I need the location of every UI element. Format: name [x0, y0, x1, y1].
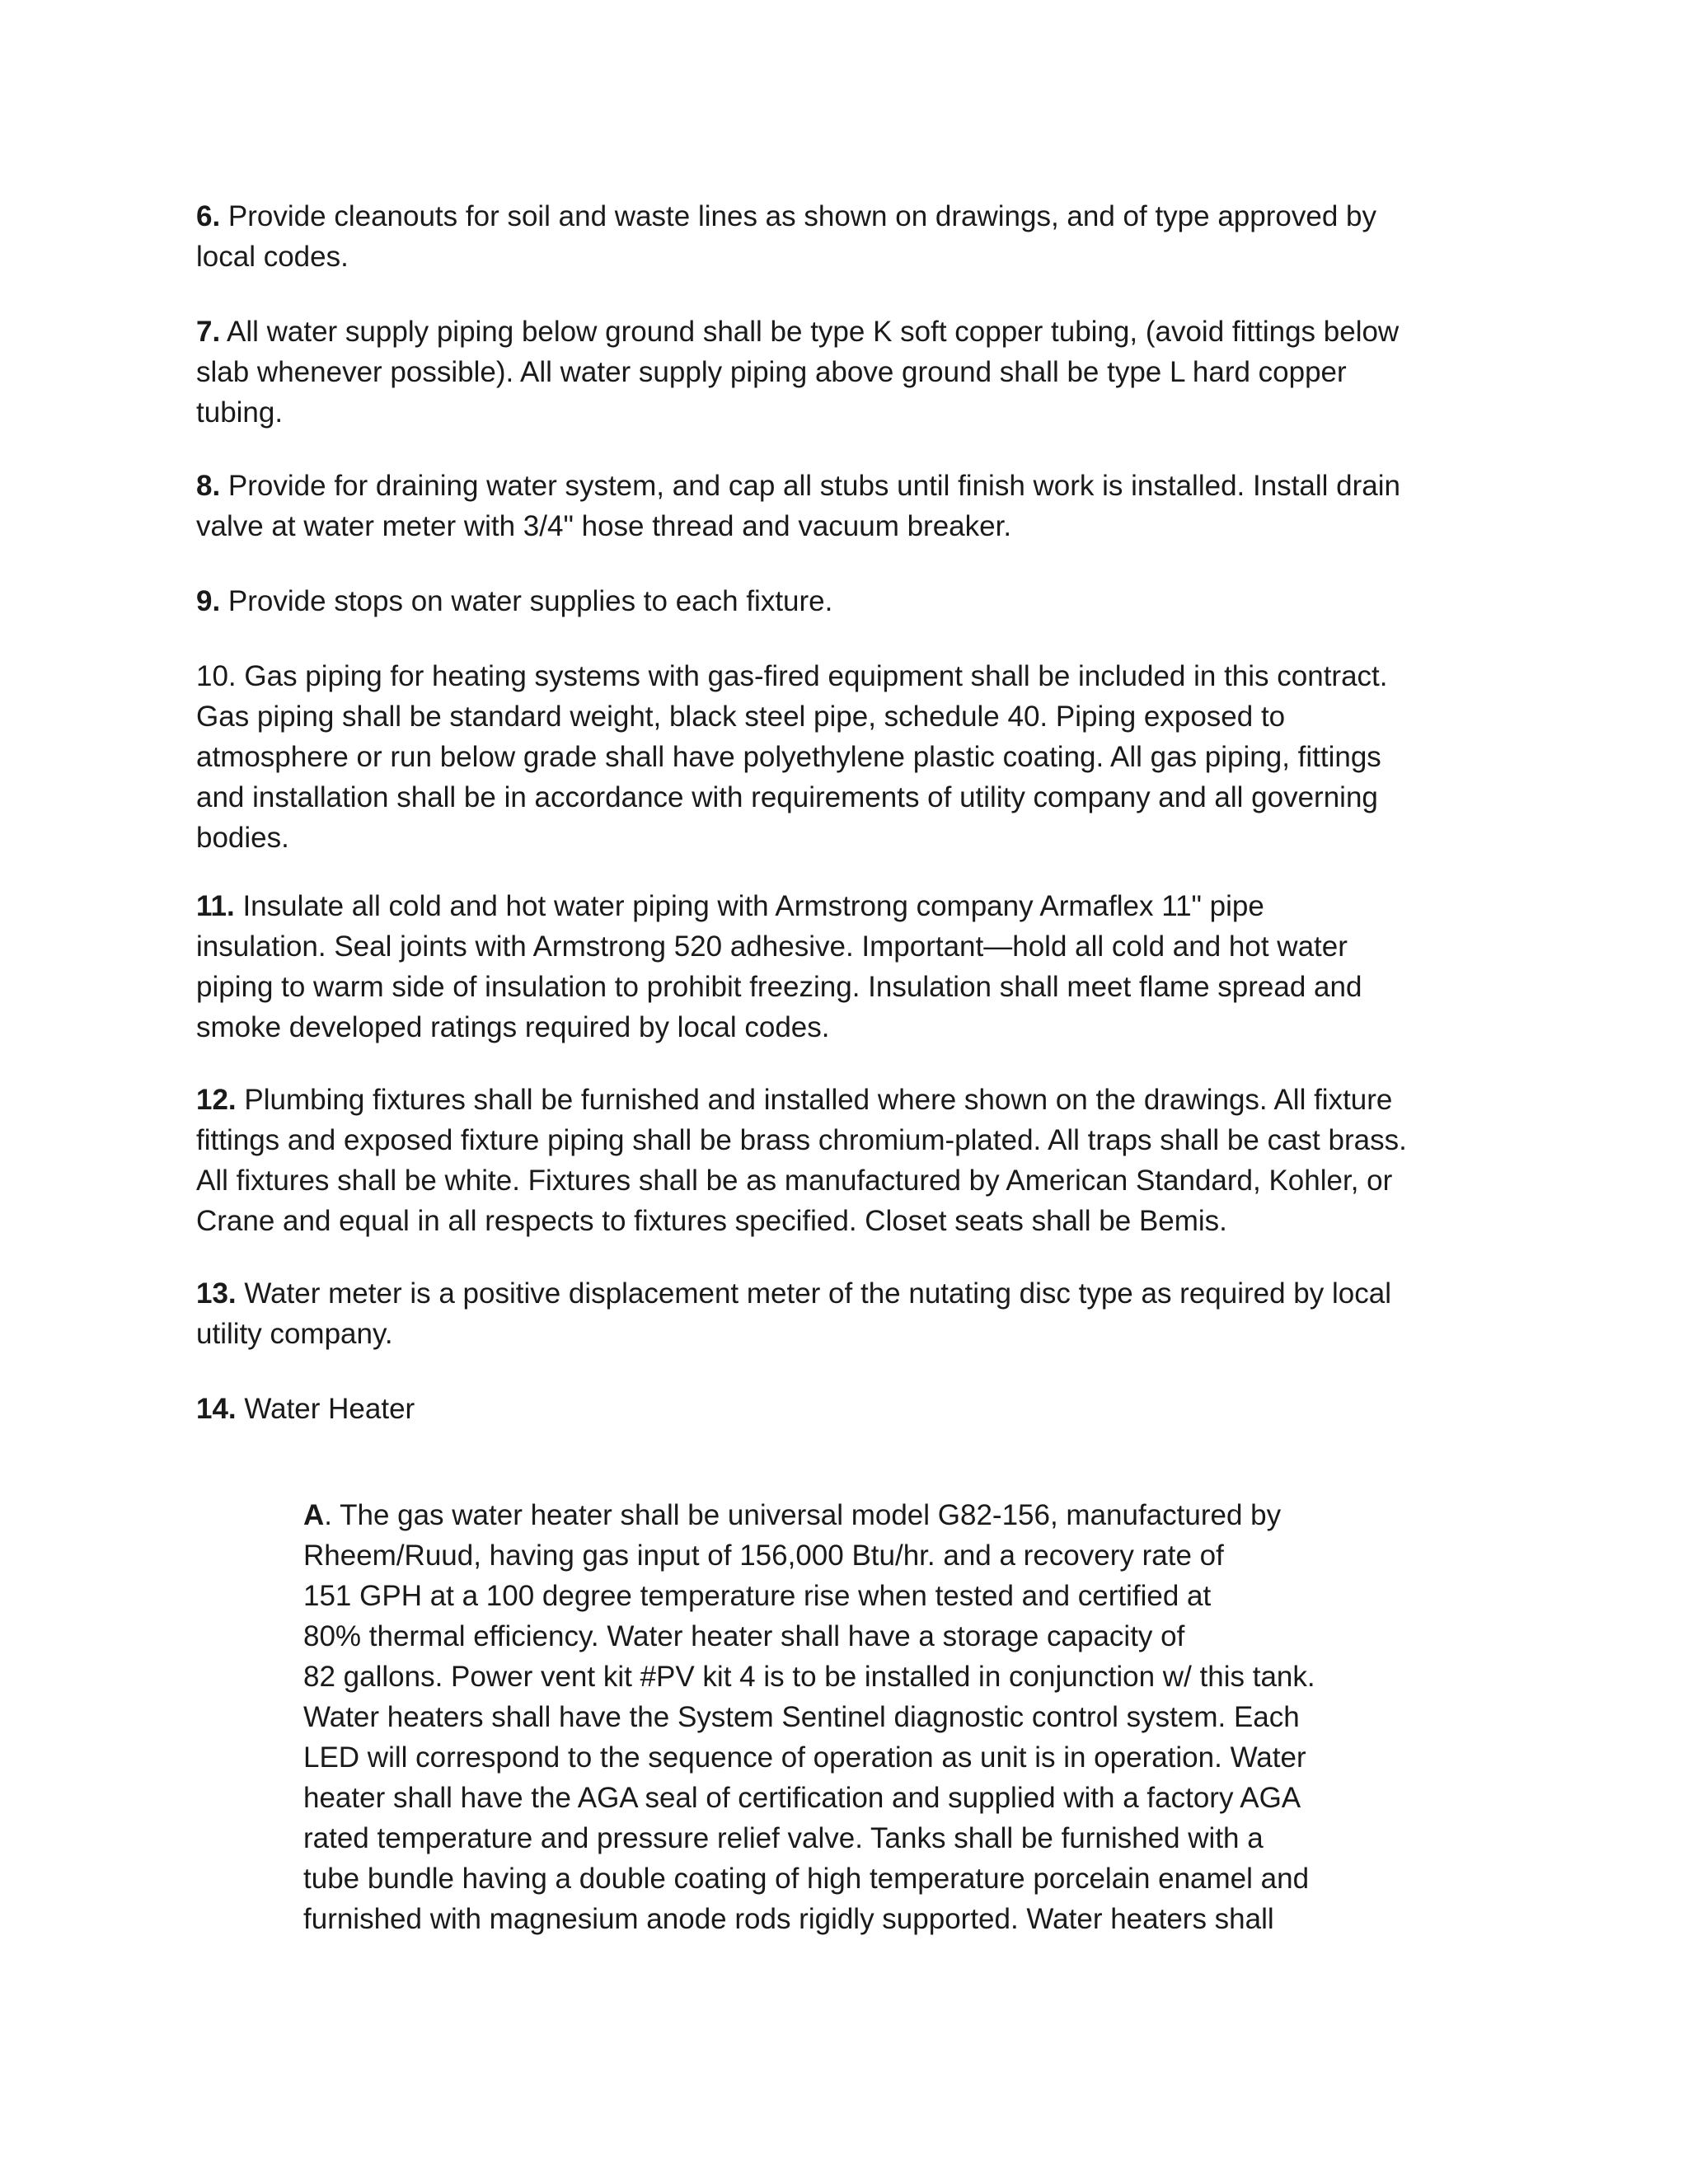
line-text: Provide stops on water supplies to each fixture.: [220, 585, 833, 617]
item-number: 13.: [196, 1277, 237, 1310]
spec-item-13: [196, 1273, 1498, 1354]
text-line: 10. Gas piping for heating systems with gas-fired equipment shall be included in this contract.: [196, 660, 1388, 692]
text-line: and installation shall be in accordance with requirements of utility company and all governing: [196, 781, 1378, 813]
item-number: 8.: [196, 470, 221, 502]
text-line: [196, 1389, 1498, 1429]
item-number: 7.: [196, 316, 221, 348]
item-number: 14.: [196, 1393, 237, 1425]
text-line: local codes.: [196, 241, 349, 273]
text-line: [303, 1495, 1474, 1535]
spec-subitem-a: [303, 1495, 1474, 1939]
text-line: [196, 1273, 1498, 1314]
text-line: [196, 466, 1498, 506]
text-line: [196, 886, 1498, 926]
text-line: 80% thermal efficiency. Water heater shall have a storage capacity of: [303, 1620, 1185, 1652]
spec-item-10: [196, 656, 1498, 858]
text-line: rated temperature and pressure relief valve. Tanks shall be furnished with a: [303, 1822, 1264, 1854]
line-text: Water meter is a positive displacement meter of the nutating disc type as required by local: [236, 1277, 1391, 1310]
text-line: piping to warm side of insulation to prohibit freezing. Insulation shall meet flame spread and: [196, 971, 1362, 1003]
text-line: tube bundle having a double coating of high temperature porcelain enamel and: [303, 1863, 1310, 1895]
text-line: LED will correspond to the sequence of operation as unit is in operation. Water: [303, 1741, 1306, 1774]
spec-item-12: [196, 1080, 1498, 1241]
text-line: Water heaters shall have the System Sentinel diagnostic control system. Each: [303, 1701, 1300, 1733]
text-line: insulation. Seal joints with Armstrong 520 adhesive. Important—hold all cold and hot water: [196, 930, 1348, 963]
line-text: . The gas water heater shall be universal model G82-156, manufactured by: [324, 1499, 1282, 1531]
text-line: Gas piping shall be standard weight, black steel pipe, schedule 40. Piping exposed to: [196, 701, 1286, 733]
text-line: utility company.: [196, 1318, 393, 1350]
text-line: valve at water meter with 3/4" hose thread and vacuum breaker.: [196, 510, 1012, 542]
line-text: Water Heater: [236, 1393, 415, 1425]
line-text: Provide for draining water system, and cap all stubs until finish work is installed. Install drain: [220, 470, 1400, 502]
text-line: Rheem/Ruud, having gas input of 156,000 Btu/hr. and a recovery rate of: [303, 1540, 1224, 1572]
item-number: 6.: [196, 200, 221, 232]
spec-item-6: [196, 196, 1498, 277]
text-line: slab whenever possible). All water supply piping above ground shall be type L hard copper: [196, 356, 1347, 388]
item-number: 11.: [196, 890, 235, 922]
subitem-letter: A: [303, 1499, 325, 1531]
text-line: Crane and equal in all respects to fixtures specified. Closet seats shall be Bemis.: [196, 1205, 1227, 1237]
text-line: 151 GPH at a 100 degree temperature rise when tested and certified at: [303, 1580, 1212, 1612]
spec-item-7: [196, 312, 1498, 433]
text-line: 82 gallons. Power vent kit #PV kit 4 is to be installed in conjunction w/ this tank.: [303, 1661, 1315, 1693]
text-line: [196, 1080, 1498, 1120]
line-text: Insulate all cold and hot water piping with Armstrong company Armaflex 11" pipe: [234, 890, 1264, 922]
text-line: heater shall have the AGA seal of certification and supplied with a factory AGA: [303, 1782, 1301, 1814]
spec-item-14: [196, 1389, 1498, 1429]
text-line: bodies.: [196, 822, 289, 854]
spec-item-8: [196, 466, 1498, 546]
text-line: tubing.: [196, 396, 284, 429]
line-text: Provide cleanouts for soil and waste lines as shown on drawings, and of type approved by: [220, 200, 1376, 232]
text-line: furnished with magnesium anode rods rigidly supported. Water heaters shall: [303, 1903, 1274, 1935]
text-line: smoke developed ratings required by local codes.: [196, 1011, 830, 1043]
text-line: atmosphere or run below grade shall have polyethylene plastic coating. All gas piping, fittings: [196, 741, 1381, 773]
text-line: [196, 196, 1498, 237]
line-text: Plumbing fixtures shall be furnished and installed where shown on the drawings. All fixture: [236, 1084, 1393, 1116]
line-text: All water supply piping below ground shall be type K soft copper tubing, (avoid fittings below: [220, 316, 1400, 348]
text-line: All fixtures shall be white. Fixtures shall be as manufactured by American Standard, Kohler, or: [196, 1165, 1393, 1197]
text-line: fittings and exposed fixture piping shall be brass chromium-plated. All traps shall be cast brass.: [196, 1124, 1407, 1156]
spec-item-9: [196, 581, 1498, 621]
spec-item-11: [196, 886, 1498, 1047]
text-line: [196, 312, 1498, 352]
item-number: 12.: [196, 1084, 237, 1116]
item-number: 9.: [196, 585, 221, 617]
text-line: [196, 581, 1498, 621]
